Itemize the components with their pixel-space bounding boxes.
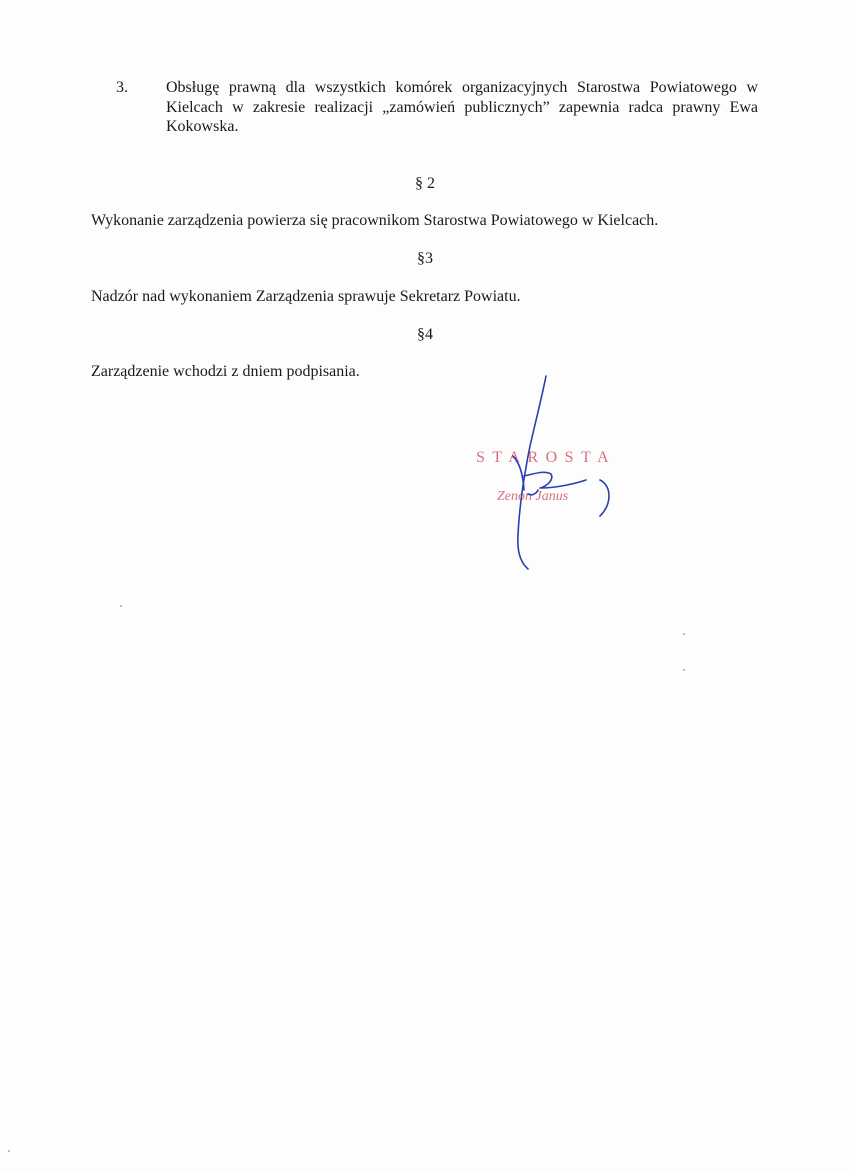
scan-speck [683, 669, 685, 671]
stamp-name: Zenon Janus [497, 489, 569, 504]
stamp-title: STAROSTA [476, 449, 617, 466]
section-4-text: Zarządzenie wchodzi z dniem podpisania. [91, 363, 360, 380]
section-3-text: Nadzór nad wykonaniem Zarządzenia sprawuje Sekretarz Powiatu. [91, 288, 521, 305]
scan-speck [120, 605, 122, 607]
scan-speck [8, 1150, 10, 1152]
section-3-heading: §3 [417, 250, 433, 267]
section-2-heading: § 2 [415, 175, 435, 192]
section-4-heading: §4 [417, 326, 433, 343]
scan-speck [683, 633, 685, 635]
list-item-number: 3. [116, 79, 128, 96]
section-2-text: Wykonanie zarządzenia powierza się pracownikom Starostwa Powiatowego w Kielcach. [91, 212, 659, 229]
list-item-text: Obsługę prawną dla wszystkich komórek organizacyjnych Starostwa Powiatowego w Kielcach w zakresie realizacji „zamówień publicznych” zapewnia radca prawny Ewa Kokowska. [166, 79, 758, 135]
